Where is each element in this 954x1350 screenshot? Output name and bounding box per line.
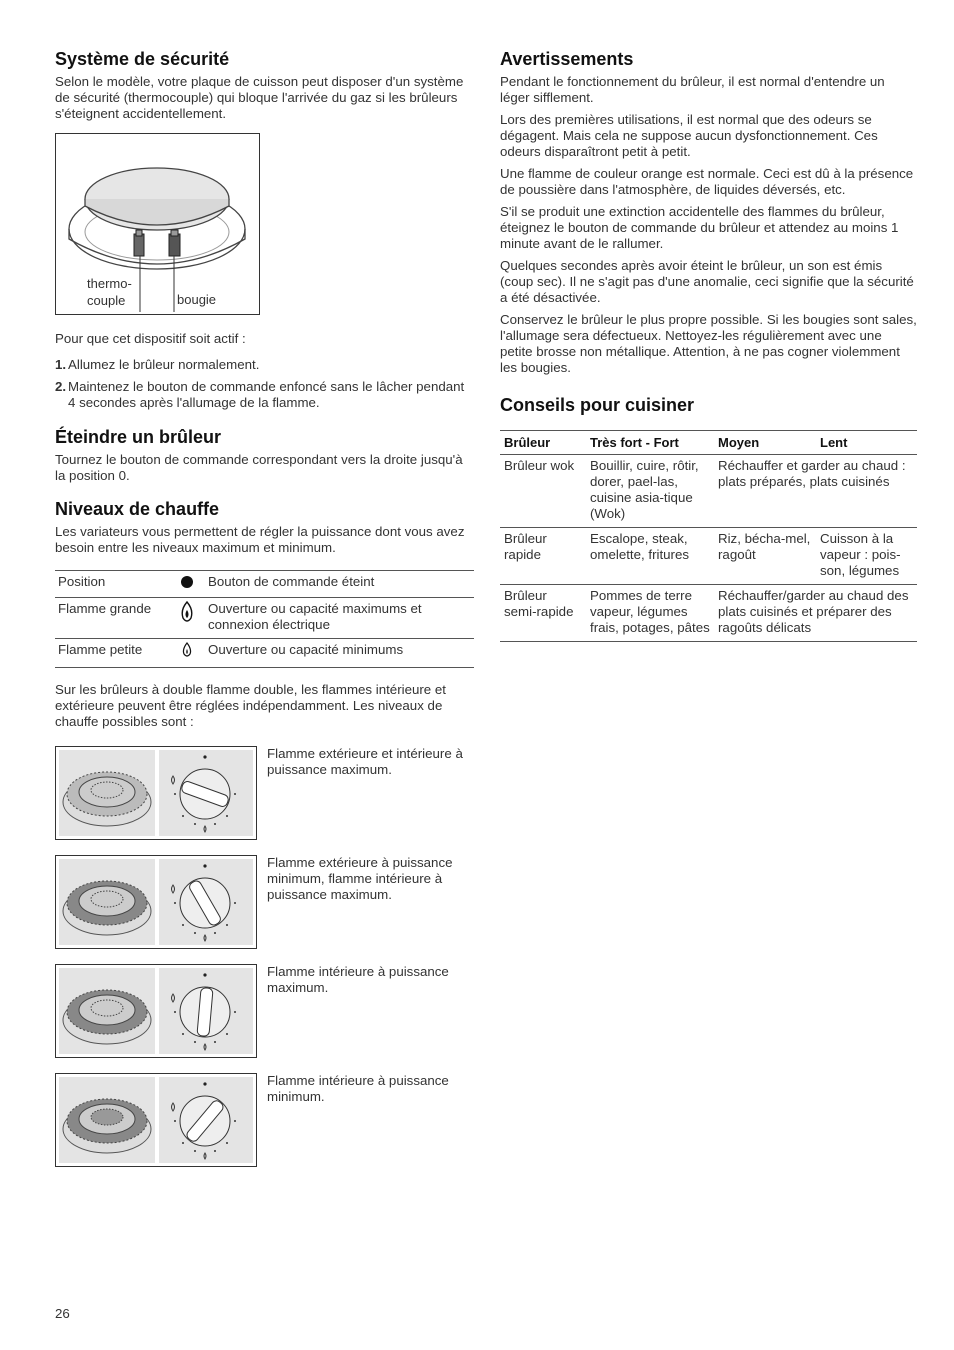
burner-figure: [55, 1073, 257, 1167]
heat-levels-text: Les variateurs vous permettent de régler la puissance dont vous avez besoin entre les niveaux maximum et minimum.: [55, 524, 465, 555]
small-flame-icon: [182, 642, 192, 662]
burner-figure: [55, 964, 257, 1058]
heat-levels-title: Niveaux de chauffe: [55, 499, 220, 519]
table-row: Brûleur wok Bouillir, cuire, rôtir, dorer, pael-las, cuisine asia-tique (Wok) Réchauffer et garder au chaud : plats préparés, plats cuisinés: [500, 455, 917, 528]
burner-photo: [59, 1077, 155, 1163]
table-row: Brûleur semi-rapide Pommes de terre vapeur, légumes frais, potages, pâtes Réchauffer/garder au chaud des plats cuisinés et préparer des ragoûts délicats: [500, 585, 917, 642]
table-row: Brûleur rapide Escalope, steak, omelette, fritures Riz, bécha-mel, ragoût Cuisson à la vapeur : pois-son, légumes: [500, 528, 917, 585]
warning-paragraph: Conservez le brûleur le plus propre possible. Si les bougies sont sales, l'allumage sera défectueux. Nettoyez-les régulièrement avec une petite brosse non métallique. Attention, à ne pas cogner violemment les bougies.: [500, 312, 917, 375]
burner-figures: [55, 746, 474, 1167]
security-intro: Selon le modèle, votre plaque de cuisson peut disposer d'un système de sécurité (thermocouple) qui bloque l'arrivée du gaz si les brûleurs s'éteignent accidentellement.: [55, 74, 464, 121]
warning-paragraph: S'il se produit une extinction accidentelle des flammes du brûleur, éteignez le bouton de commande du brûleur et attendez au moins 1 minute avant de le rallumer.: [500, 204, 899, 251]
warning-paragraph: Lors des premières utilisations, il est normal que des odeurs se dégagent. Mais cela ne suppose aucun dysfonctionnement. Ces odeurs disparaîtront petit à petit.: [500, 112, 878, 159]
control-knob-photo: [159, 1077, 253, 1163]
warning-paragraph: Quelques secondes après avoir éteint le brûleur, un son est émis (coup sec). Il ne s'agit pas d'une anomalie, ceci signifie que la sécurité a été désactivée.: [500, 258, 914, 305]
right-column: [500, 48, 917, 642]
label-thermocouple: thermo- couple: [87, 276, 132, 308]
burner-level-row: [55, 964, 474, 1058]
burner-figure: [55, 746, 257, 840]
control-knob-photo: [159, 750, 253, 836]
step-item: 1. Allumez le brûleur normalement.: [55, 357, 260, 372]
heat-levels-table: [55, 570, 474, 668]
table-row: Flamme grande Ouverture ou capacité maximums et connexion électrique: [55, 598, 474, 639]
control-knob-photo: [159, 859, 253, 945]
double-flame-text: Sur les brûleurs à double flamme double, les flammes intérieure et extérieure peuvent être réglées indépendamment. Les niveaux de chauffe possibles sont :: [55, 682, 446, 729]
cooking-title: Conseils pour cuisiner: [500, 395, 695, 415]
cooking-table: [500, 430, 917, 642]
turn-off-title: Éteindre un brûleur: [55, 427, 222, 447]
control-knob-photo: [159, 968, 253, 1054]
large-flame-icon: [180, 601, 194, 627]
burner-photo: [59, 968, 155, 1054]
table-row: Position Bouton de commande éteint: [55, 571, 474, 598]
left-column: [55, 48, 474, 1182]
burner-caption: Flamme extérieure et intérieure à puissance maximum.: [267, 746, 463, 777]
burner-photo: [59, 750, 155, 836]
activation-text: Pour que cet dispositif soit actif :: [55, 331, 246, 346]
step-item: 2. Maintenez le bouton de commande enfoncé sans le lâcher pendant 4 secondes après l'allumage de la flamme.: [55, 379, 465, 410]
table-header-row: Brûleur Très fort - Fort Moyen Lent: [500, 431, 917, 455]
steps-list: [55, 357, 474, 411]
warning-paragraph: Pendant le fonctionnement du brûleur, il est normal d'entendre un léger sifflement.: [500, 74, 885, 105]
warning-paragraph: Une flamme de couleur orange est normale. Ceci est dû à la présence de poussière dans l'atmosphère, de liquides déversés, etc.: [500, 166, 914, 197]
turn-off-text: Tournez le bouton de commande correspondant vers la droite jusqu'à la position 0.: [55, 452, 463, 483]
burner-figure: [55, 855, 257, 949]
table-row: Flamme petite Ouverture ou capacité minimums: [55, 639, 474, 668]
warnings-title: Avertissements: [500, 49, 634, 69]
burner-photo: [59, 859, 155, 945]
burner-level-row: [55, 855, 474, 949]
filled-dot-icon: [180, 574, 194, 592]
label-bougie: bougie: [177, 292, 217, 307]
burner-caption: Flamme extérieure à puissance minimum, flamme intérieure à puissance maximum.: [267, 855, 453, 902]
thermocouple-figure: [55, 133, 260, 315]
burner-level-row: [55, 1073, 474, 1167]
security-title: Système de sécurité: [55, 49, 230, 69]
burner-caption: Flamme intérieure à puissance minimum.: [267, 1073, 449, 1104]
page-number: 26: [55, 1306, 70, 1321]
burner-level-row: [55, 746, 474, 840]
burner-caption: Flamme intérieure à puissance maximum.: [267, 964, 449, 995]
